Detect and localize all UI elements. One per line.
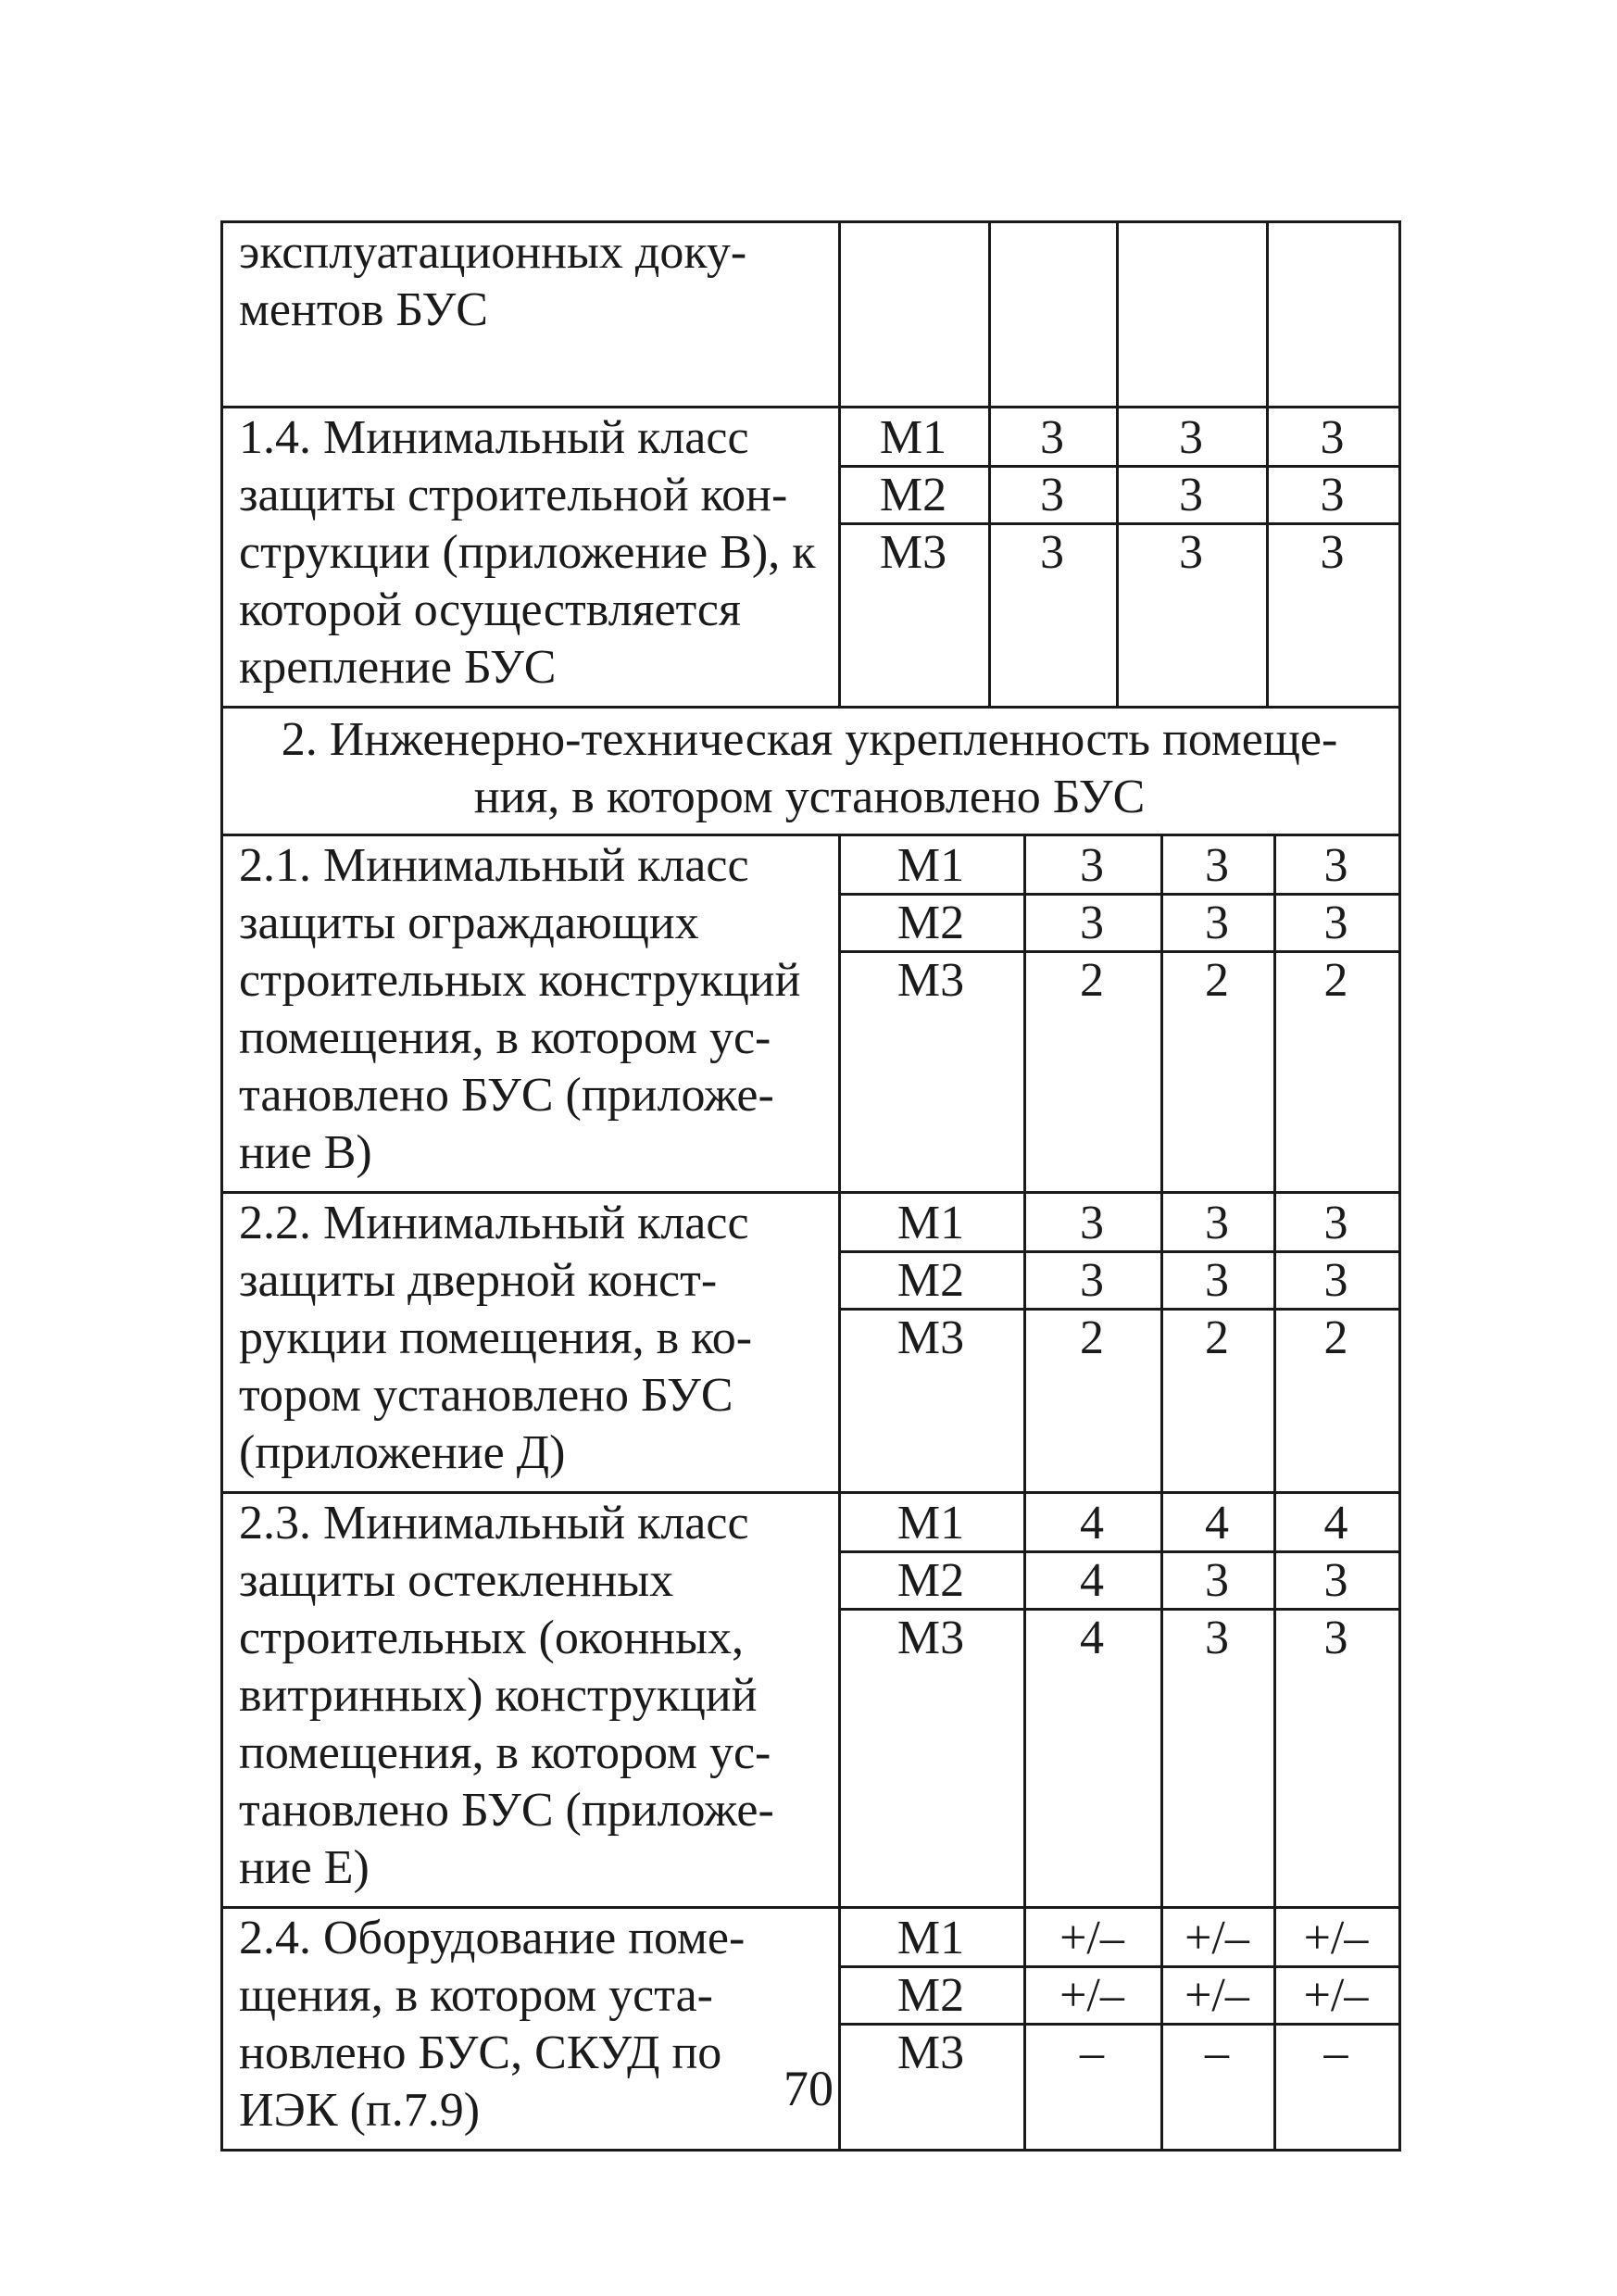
security-level-label: М3 [896, 1612, 965, 1664]
row-description-line: струкции (приложение В), к [239, 526, 816, 579]
table-cell-value: 3 [1320, 411, 1345, 464]
section-heading-rule [220, 834, 1401, 836]
security-level-label: М1 [896, 839, 965, 892]
section-heading-line: ния, в котором установлено БУС [473, 771, 1146, 823]
table-cell-value: 3 [1179, 526, 1203, 579]
table-cell-value: 2 [1080, 954, 1104, 1007]
section-heading-line: 2. Инженерно-техническая укрепленность помеще- [281, 713, 1338, 766]
row-description-line: защиты строительной кон- [239, 469, 788, 521]
security-level-label: М1 [896, 1197, 965, 1249]
table-cell-value: 3 [1080, 1197, 1104, 1249]
table-cell-value: 2 [1323, 954, 1348, 1007]
table-cell-value: 3 [1205, 897, 1229, 949]
table-cell-value: 4 [1080, 1497, 1104, 1549]
table-cell-value: 3 [1080, 839, 1104, 892]
row-rule [220, 2149, 1401, 2152]
table-cell-value: 2 [1205, 1311, 1229, 1364]
row-description-line: 2.1. Минимальный класс [239, 839, 749, 892]
row-description-line: новлено БУС, СКУД по [239, 2026, 722, 2079]
table-rule [220, 1191, 223, 1494]
page-number: 70 [783, 2061, 834, 2116]
table-cell-value: 4 [1080, 1612, 1104, 1664]
table-cell-value: 3 [1323, 1254, 1348, 1307]
row-description-line: крепление БУС [239, 641, 557, 694]
row-description-line: 2.2. Минимальный класс [239, 1197, 749, 1249]
row-description-line: строительных конструкций [239, 954, 801, 1007]
table-cell-value: +/– [1059, 1912, 1124, 1964]
table-rule [1116, 220, 1119, 408]
table-cell-value: +/– [1303, 1912, 1369, 1964]
table-cell-value: 3 [1323, 1612, 1348, 1664]
row-description-line: защиты остекленных [239, 1554, 674, 1607]
table-cell-value: 3 [1080, 1254, 1104, 1307]
table-cell-value: 4 [1205, 1497, 1229, 1549]
table-rule [838, 220, 841, 408]
table-cell-value: – [1080, 2026, 1104, 2079]
security-level-label: М2 [896, 1554, 965, 1607]
row-description-line: тором установлено БУС [239, 1369, 733, 1422]
table-cell-value: 4 [1323, 1497, 1348, 1549]
row-description-line: которой осуществляется [239, 583, 741, 636]
table-cell-value: 3 [1323, 839, 1348, 892]
table-cell-value: 4 [1080, 1554, 1104, 1607]
table-cell-value: +/– [1059, 1969, 1124, 2022]
table-rule [220, 220, 223, 408]
table-rule [220, 1491, 223, 1909]
table-cell-value: +/– [1185, 1969, 1249, 2022]
table-rule [1398, 220, 1401, 408]
table-cell-value: 3 [1205, 1197, 1229, 1249]
security-level-label: М1 [896, 1497, 965, 1549]
table-cell-value: – [1205, 2026, 1229, 2079]
row-rule [220, 1906, 1401, 1909]
security-level-label: М3 [896, 954, 965, 1007]
security-level-label: М2 [879, 469, 947, 521]
table-cell-value: 2 [1205, 954, 1229, 1007]
table-rule [1266, 220, 1269, 408]
table-cell-value: 3 [1323, 1554, 1348, 1607]
row-description-line: помещения, в котором ус- [239, 1011, 771, 1064]
security-level-label: М2 [896, 897, 965, 949]
table-rule [1398, 834, 1401, 1194]
row-description-line: ИЭК (п.7.9) [239, 2084, 481, 2137]
table-cell-value: 3 [1179, 469, 1203, 521]
security-level-label: М2 [896, 1969, 965, 2022]
row-description-line: помещения, в котором ус- [239, 1726, 771, 1779]
table-rule [1398, 1191, 1401, 1494]
row-rule [220, 1191, 1401, 1194]
table-rule [1398, 706, 1401, 836]
table-cell-value: 3 [1205, 1254, 1229, 1307]
row-description-line: 2.3. Минимальный класс [239, 1497, 749, 1549]
table-cell-value: 3 [1205, 1554, 1229, 1607]
table-cell-value: +/– [1303, 1969, 1369, 2022]
security-level-label: М3 [879, 526, 947, 579]
table-top-rule [220, 220, 1401, 223]
table-cell-value: 3 [1040, 411, 1064, 464]
table-cell-value: +/– [1185, 1912, 1249, 1964]
table-cell-value: 3 [1040, 469, 1064, 521]
security-level-label: М2 [896, 1254, 965, 1307]
row-description-line: ментов БУС [239, 283, 488, 336]
row-description-line: 2.4. Оборудование поме- [239, 1912, 746, 1964]
row-description-line: защиты ограждающих [239, 897, 699, 949]
table-cell-value: 2 [1323, 1311, 1348, 1364]
row-description-line: щения, в котором уста- [239, 1969, 713, 2022]
row-description-line: ние Е) [239, 1841, 370, 1894]
security-level-label: М1 [879, 411, 947, 464]
security-level-label: М1 [896, 1912, 965, 1964]
row-description-line: 1.4. Минимальный класс [239, 411, 749, 464]
table-cell-value: 3 [1323, 1197, 1348, 1249]
table-cell-value: 3 [1179, 411, 1203, 464]
table-cell-value: 3 [1320, 469, 1345, 521]
table-rule [988, 220, 991, 408]
security-level-label: М3 [896, 1311, 965, 1364]
table-rule [1398, 1491, 1401, 1909]
row-description-line: (приложение Д) [239, 1426, 566, 1479]
row-rule [220, 706, 1401, 709]
table-cell-value: – [1323, 2026, 1348, 2079]
table-cell-value: 3 [1205, 839, 1229, 892]
row-description-line: тановлено БУС (приложе- [239, 1069, 774, 1122]
table-cell-value: 3 [1323, 897, 1348, 949]
table-cell-value: 2 [1080, 1311, 1104, 1364]
row-description-line: защиты дверной конст- [239, 1254, 718, 1307]
row-description-line: эксплуатационных доку- [239, 226, 747, 279]
row-description-line: ние В) [239, 1126, 372, 1179]
table-rule [220, 406, 223, 709]
table-cell-value: 3 [1040, 526, 1064, 579]
row-description-line: витринных) конструкций [239, 1669, 758, 1722]
table-rule [220, 834, 223, 1194]
row-rule [220, 406, 1401, 408]
table-cell-value: 3 [1080, 897, 1104, 949]
row-rule [220, 1491, 1401, 1494]
row-description-line: рукции помещения, в ко- [239, 1311, 753, 1364]
table-cell-value: 3 [1320, 526, 1345, 579]
row-description-line: тановлено БУС (приложе- [239, 1784, 774, 1837]
table-rule [1398, 406, 1401, 709]
security-level-label: М3 [896, 2026, 965, 2079]
table-cell-value: 3 [1205, 1612, 1229, 1664]
row-description-line: строительных (оконных, [239, 1612, 745, 1664]
